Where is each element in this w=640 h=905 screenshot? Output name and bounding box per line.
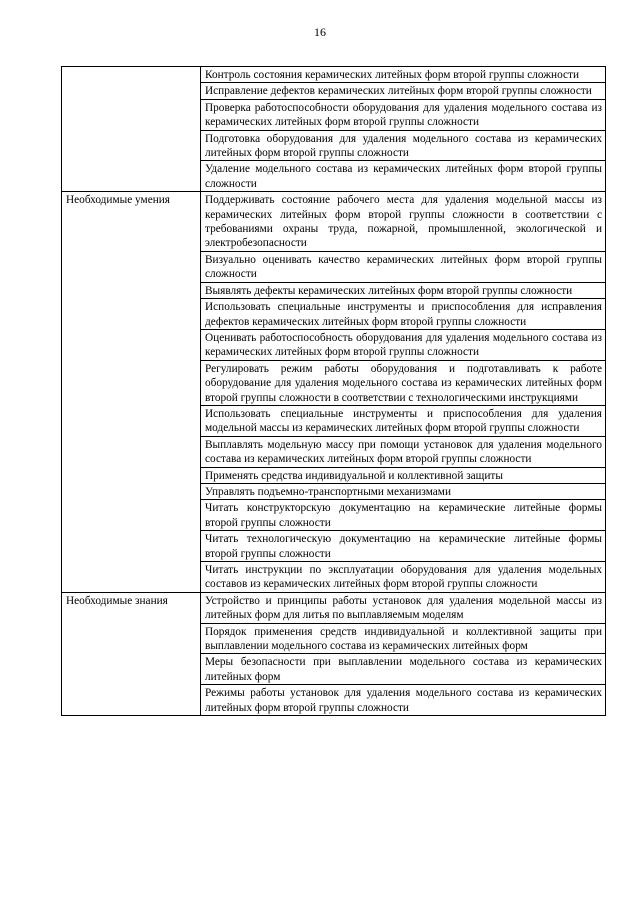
requirement-item: Устройство и принципы работы установок для удаления модельной массы из литейных форм для литья по выплавляемым моделям xyxy=(201,592,606,623)
table-row xyxy=(62,192,606,252)
requirement-item: Порядок применения средств индивидуальной и коллективной защиты при выплавлении модельного состава из керамических литейных форм xyxy=(201,623,606,654)
requirement-item: Применять средства индивидуальной и коллективной защиты xyxy=(201,467,606,483)
section-label: Необходимые умения xyxy=(62,192,201,593)
requirement-item: Удаление модельного состава из керамических литейных форм второй группы сложности xyxy=(201,161,606,192)
requirement-item: Режимы работы установок для удаления модельного состава из керамических литейных форм второй группы сложности xyxy=(201,685,606,716)
requirement-item: Проверка работоспособности оборудования для удаления модельного состава из керамических литейных форм второй группы сложности xyxy=(201,99,606,130)
requirement-item: Подготовка оборудования для удаления модельного состава из керамических литейных форм второй группы сложности xyxy=(201,130,606,161)
section-label: Необходимые знания xyxy=(62,592,201,715)
requirement-item: Регулировать режим работы оборудования и подготавливать к работе оборудование для удаления модельного состава из керамических литейных форм второй группы сложности в соответствии с технологическими инструкциями xyxy=(201,360,606,405)
table-row xyxy=(62,67,606,83)
section-label xyxy=(62,67,201,192)
requirement-item: Визуально оценивать качество керамических литейных форм второй группы сложности xyxy=(201,251,606,282)
table-body xyxy=(62,67,606,716)
requirement-item: Исправление дефектов керамических литейных форм второй группы сложности xyxy=(201,83,606,99)
requirement-item: Выплавлять модельную массу при помощи установок для удаления модельного состава из керамических литейных форм второй группы сложности xyxy=(201,436,606,467)
requirement-item: Читать технологическую документацию на керамические литейные формы второй группы сложности xyxy=(201,531,606,562)
requirement-item: Меры безопасности при выплавлении модельного состава из керамических литейных форм xyxy=(201,654,606,685)
page-number: 16 xyxy=(314,25,326,39)
requirement-item: Поддерживать состояние рабочего места для удаления модельной массы из керамических литейных форм второй группы сложности в соответствии с требованиями охраны труда, пожарной, промышленной, экологической и электробезопасности xyxy=(201,192,606,252)
requirement-item: Читать инструкции по эксплуатации оборудования для удаления модельных составов из керамических литейных форм второй группы сложности xyxy=(201,562,606,593)
requirement-item: Контроль состояния керамических литейных форм второй группы сложности xyxy=(201,67,606,83)
requirement-item: Использовать специальные инструменты и приспособления для исправления дефектов керамических литейных форм второй группы сложности xyxy=(201,299,606,330)
requirement-item: Управлять подъемно-транспортными механизмами xyxy=(201,483,606,499)
requirement-item: Читать конструкторскую документацию на керамические литейные формы второй группы сложности xyxy=(201,500,606,531)
requirement-item: Оценивать работоспособность оборудования для удаления модельного состава из керамических литейных форм второй группы сложности xyxy=(201,329,606,360)
requirement-item: Выявлять дефекты керамических литейных форм второй группы сложности xyxy=(201,282,606,298)
table-row xyxy=(62,592,606,623)
requirement-item: Использовать специальные инструменты и приспособления для удаления модельной массы из керамических литейных форм второй группы сложности xyxy=(201,405,606,436)
competency-table xyxy=(61,66,606,716)
